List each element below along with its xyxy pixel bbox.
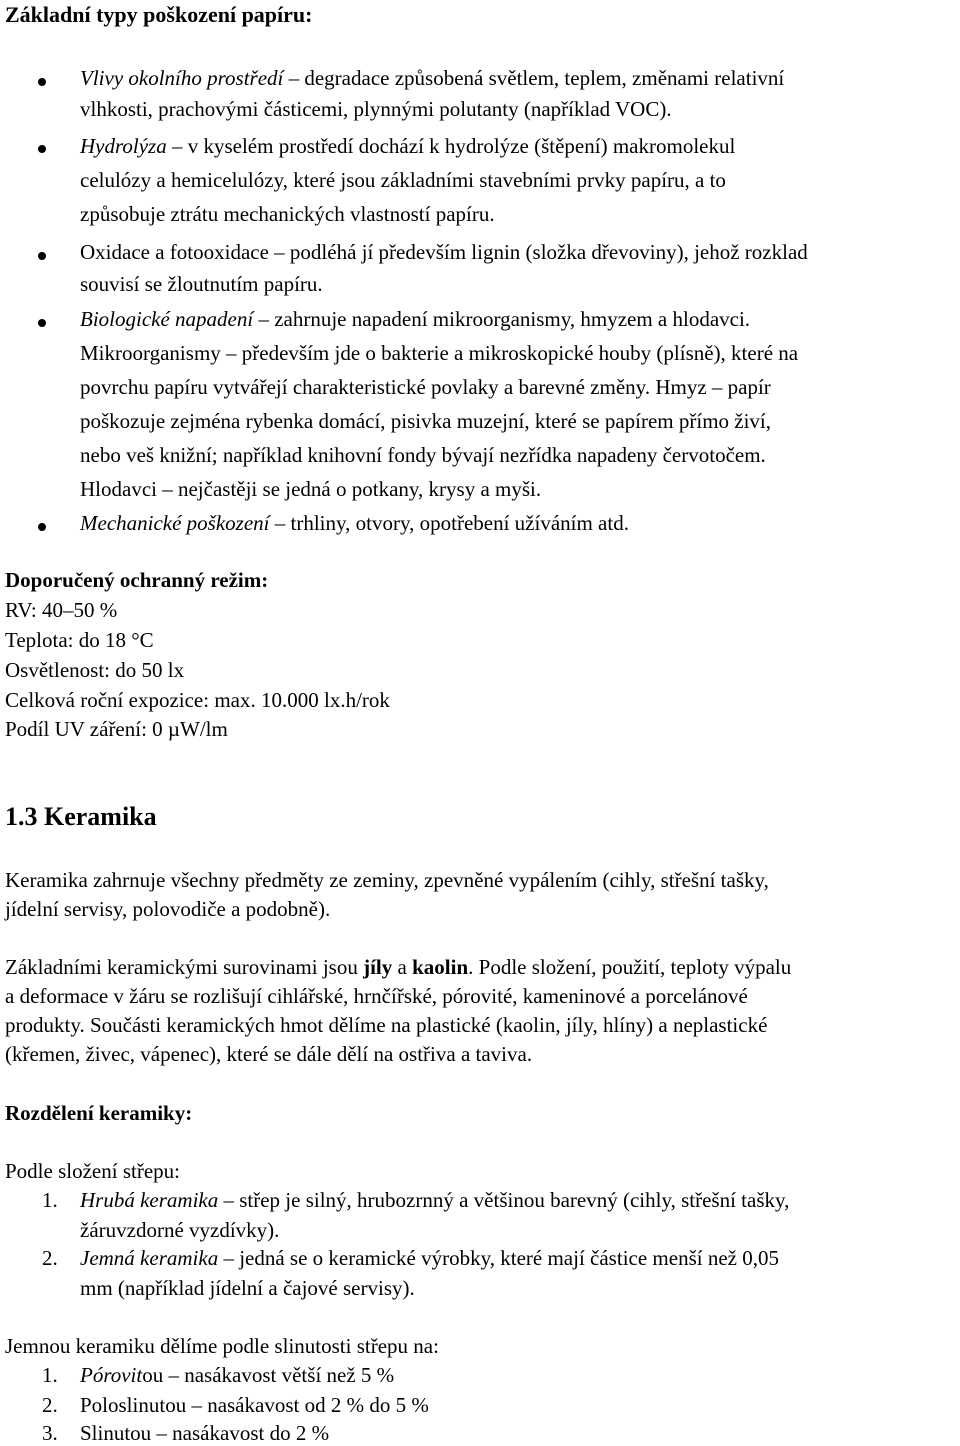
paragraph-line: a deformace v žáru se rozlišují cihlářské, hrnčířské, pórovité, kameninové a porcelánové: [5, 984, 748, 1008]
list-item-term: Hrubá keramika: [80, 1188, 219, 1212]
bullet-icon: [38, 319, 46, 327]
list-item-line: [80, 1363, 394, 1388]
subheading: Podle složení střepu:: [5, 1159, 180, 1183]
subheading: Jemnou keramiku dělíme podle slinutosti střepu na:: [5, 1334, 439, 1358]
list-item-text: – v kyselém prostředí dochází k hydrolýze (štěpení) makromolekul: [166, 134, 736, 158]
list-item-text: – zahrnuje napadení mikroorganismy, hmyzem a hlodavci.: [253, 307, 751, 331]
regime-exposure: Celková roční expozice: max. 10.000 lx.h/rok: [5, 688, 390, 712]
list-item-line: [80, 1246, 779, 1271]
list-item-line: Oxidace a fotooxidace – podléhá jí především lignin (složka dřevoviny), jehož rozklad: [80, 240, 808, 264]
list-number: 3.: [42, 1421, 58, 1445]
list-item-line: [80, 307, 750, 332]
paragraph-line: jídelní servisy, polovodiče a podobně).: [5, 897, 331, 921]
bullet-icon: [38, 252, 46, 260]
list-item-text: – jedná se o keramické výrobky, které mají částice menší než 0,05: [218, 1246, 779, 1270]
list-item-line: žáruvzdorné vyzdívky).: [80, 1218, 280, 1242]
bullet-icon: [38, 145, 46, 153]
list-item-text: – trhliny, otvory, opotřebení užíváním atd.: [269, 511, 629, 535]
paragraph-line: [5, 955, 791, 980]
regime-light: Osvětlenost: do 50 lx: [5, 658, 185, 682]
page-title-ceramics: 1.3 Keramika: [5, 802, 157, 831]
list-item-text: ou – nasákavost větší než 5 %: [142, 1363, 395, 1387]
list-item-line: Poloslinutou – nasákavost od 2 % do 5 %: [80, 1393, 429, 1417]
list-item-line: [80, 511, 629, 536]
list-item-term: Biologické napadení: [80, 307, 254, 331]
list-item-term: Jemná keramika: [80, 1246, 219, 1270]
paragraph-line: (křemen, živec, vápenec), které se dále dělí na ostřiva a taviva.: [5, 1042, 533, 1066]
list-item-line: Mikroorganismy – především jde o bakterie a mikroskopické houby (plísně), které na: [80, 341, 799, 365]
regime-rv: RV: 40–50 %: [5, 598, 118, 622]
list-number: 2.: [42, 1246, 58, 1270]
list-item-line: nebo veš knižní; například knihovní fondy bývají nezřídka napadeny červotočem.: [80, 443, 766, 467]
list-item-line: způsobuje ztrátu mechanických vlastností papíru.: [80, 202, 495, 226]
list-item-line: mm (například jídelní a čajové servisy).: [80, 1276, 415, 1300]
regime-uv: Podíl UV záření: 0 µW/lm: [5, 717, 228, 741]
paragraph-line: Keramika zahrnuje všechny předměty ze zeminy, zpevněné vypálením (cihly, střešní tašky,: [5, 868, 769, 892]
list-item-text: – střep je silný, hrubozrnný a většinou barevný (cihly, střešní tašky,: [218, 1188, 790, 1212]
list-item-line: [80, 134, 735, 159]
list-number: 2.: [42, 1393, 58, 1417]
text-span: Základními keramickými surovinami jsou: [5, 955, 364, 979]
bullet-icon: [38, 78, 46, 86]
text-span: . Podle složení, použití, teploty výpalu: [468, 955, 792, 979]
bullet-icon: [38, 523, 46, 531]
bold-term: kaolin: [412, 955, 469, 979]
regime-temperature: Teplota: do 18 °C: [5, 628, 154, 652]
list-item-line: povrchu papíru vytvářejí charakteristické povlaky a barevné změny. Hmyz – papír: [80, 375, 771, 399]
section-heading-damage: Základní typy poškození papíru:: [5, 2, 313, 27]
text-span: a: [392, 955, 413, 979]
list-item-text: – degradace způsobená světlem, teplem, změnami relativní: [283, 66, 785, 90]
list-item-line: vlhkosti, prachovými částicemi, plynnými polutanty (například VOC).: [80, 97, 672, 121]
section-heading-division: Rozdělení keramiky:: [5, 1101, 193, 1125]
list-item-term: Mechanické poškození: [80, 511, 270, 535]
section-heading-regime: Doporučený ochranný režim:: [5, 568, 269, 592]
list-item-line: Slinutou – nasákavost do 2 %: [80, 1421, 330, 1445]
list-item-line: souvisí se žloutnutím papíru.: [80, 272, 323, 296]
list-item-term: Vlivy okolního prostředí: [80, 66, 284, 90]
list-item-line: poškozuje zejména rybenka domácí, pisivka muzejní, které se papírem přímo živí,: [80, 409, 772, 433]
list-item-line: celulózy a hemicelulózy, které jsou základními stavebními prvky papíru, a to: [80, 168, 726, 192]
list-number: 1.: [42, 1188, 58, 1212]
paragraph-line: produkty. Součásti keramických hmot dělíme na plastické (kaolin, jíly, hlíny) a neplastické: [5, 1013, 768, 1037]
list-item-term: Hydrolýza: [80, 134, 167, 158]
bold-term: jíly: [363, 955, 393, 979]
list-number: 1.: [42, 1363, 58, 1387]
list-item-line: [80, 1188, 789, 1213]
list-item-line: Hlodavci – nejčastěji se jedná o potkany, krysy a myši.: [80, 477, 542, 501]
list-item-line: [80, 66, 784, 91]
list-item-term: Pórovit: [80, 1363, 143, 1387]
